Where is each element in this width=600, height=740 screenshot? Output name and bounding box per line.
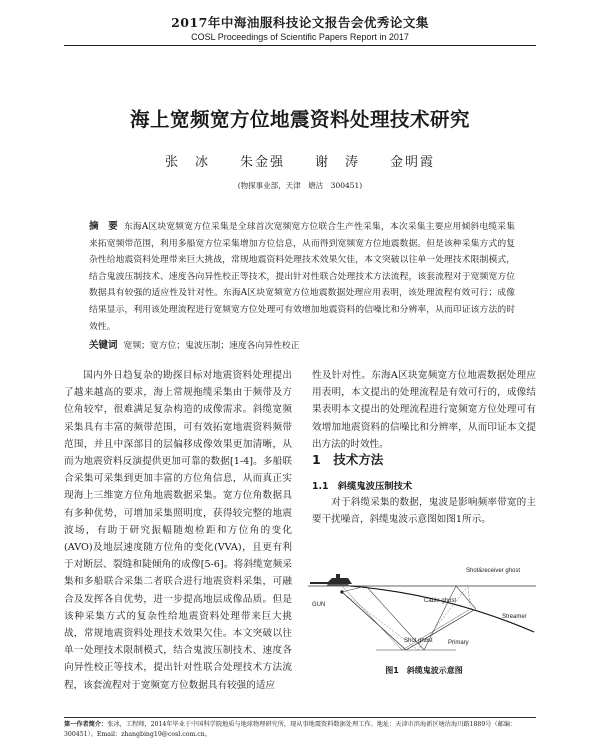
label-gun: GUN	[312, 602, 326, 608]
subsection-paragraph: 对于斜缆采集的数据，鬼波是影响频率带宽的主要干扰噪音，斜缆鬼波示意图如图1所示。	[312, 497, 536, 526]
footnote-divider	[64, 717, 536, 718]
journal-title-en: COSL Proceedings of Scientific Papers Report in 2017	[191, 32, 409, 42]
ghost-diagram-figure	[306, 546, 538, 658]
abstract	[89, 219, 515, 335]
keywords-text: 宽频；宽方位；鬼波压制；速度各向异性校正	[123, 341, 300, 351]
affiliation: (物探事业部，天津 塘沽 300451)	[237, 181, 363, 190]
journal-title-cn: 2017年中海油服科技论文报告会优秀论文集	[171, 15, 429, 30]
body-right-column	[312, 367, 536, 453]
vessel-hull-icon	[326, 584, 350, 586]
paper-title: 海上宽频宽方位地震资料处理技术研究	[129, 108, 470, 131]
keywords	[89, 337, 515, 351]
label-streamer: Streamer	[502, 614, 527, 620]
footnote	[64, 720, 536, 740]
slanted-streamer-line	[350, 586, 534, 632]
label-shot-ghost: Shot ghost	[404, 638, 433, 644]
abstract-text: 东海A区块宽频宽方位采集是全球首次宽频宽方位联合生产性采集，本次采集主要应用倾斜电缆采集来拓宽频带范围，利用多船宽方位采集增加方位信息，从而得到宽频宽方位地震数据。但是该种采集方式的复杂性给地震资料处理带来巨大挑战，常规地震资料处理技术效果欠佳，本文突破以往单一处理技术限制模式，结合鬼波压制技术、速度各向异性校正等技术，提出针对性联合处理技术方法流程，该套流程对于宽频宽方位数据具有较强的适应性及针对性。东海A区块宽频宽方位地震数据处理应用表明，该处理流程有效可行；成像结果显示，利用该处理流程进行宽频宽方位处理可有效增加地震资料的信噪比和分辨率，从而印证该方法的时效性。	[89, 222, 515, 332]
subsection-heading: 1.1 斜缆鬼波压制技术	[312, 481, 413, 492]
figure-caption: 图1 斜缆鬼波示意图	[385, 666, 463, 675]
label-primary: Primary	[448, 640, 469, 646]
subsection-body	[312, 494, 536, 528]
ghost-diagram	[306, 546, 538, 658]
intro-paragraph-continued: 性及针对性。东海A区块宽频宽方位地震数据处理应用表明，本文提出的处理流程是有效可行的，成像结果表明本文提出的处理流程进行宽频宽方位处理可有效增加地震资料的信噪比和分辨率，从而印证本文提出方法的时效性。	[312, 370, 536, 450]
keywords-label: 关键词	[89, 340, 118, 351]
body-left-column	[64, 367, 292, 694]
section-heading: 1 技术方法	[312, 452, 384, 467]
footnote-text: 张冰，工程师，2014年毕业于中国科学院地质与地球物理研究所，现从事地震资料数据处理工作。地址：天津市滨海新区塘沽海川路1889号（邮编：300451）。Email：zhangbing19@cosl.com.cn。	[64, 721, 517, 738]
label-shot-receiver-ghost: Shot&receiver ghost	[466, 568, 521, 574]
intro-paragraph: 国内外日趋复杂的勘探目标对地震资料处理提出了越来越高的要求，海上常规拖缆采集由于频带及方位角较窄，很难满足复杂构造的成像需求。斜缆宽频采集具有丰富的频带范围，可有效拓宽地震资料频带范围，并且中深部目的层偏移成像效果更加清晰，从而为地震资料反演提供更加可靠的数据[1-4]。多船联合采集可采集到更加丰富的方位角信息，从而真正实现海上三维宽方位角地震数据采集。宽方位角数据具有多种优势，可增加采集照明度，获得较完整的地震波场，有助于研究振幅随炮检距和方位角的变化(AVO)及地层速度随方位角的变化(VVA)，且更有利于对断层、裂缝和陡倾角的成像[5-6]。将斜缆宽频采集和多船联合采集二者联合进行地震资料采集，可融合及发挥各自优势，进一步提高地层成像品质。但是该种采集方式的复杂性给地震资料处理带来巨大挑战，常规地震资料处理技术效果欠佳。本文突破以往单一处理技术限制模式，结合鬼波压制技术、速度各向异性校正等技术，提出针对性联合处理技术方法流程，该套流程对于宽频宽方位数据具有较强的适应	[64, 370, 292, 691]
label-cable-ghost: Cable ghost	[424, 598, 457, 604]
header-divider	[64, 45, 536, 46]
authors: 张 冰 朱金强 谢 涛 金明霞	[164, 155, 435, 170]
vessel-icon	[310, 574, 352, 584]
abstract-label: 摘 要	[89, 221, 118, 232]
footnote-label: 第一作者简介：	[64, 721, 108, 728]
